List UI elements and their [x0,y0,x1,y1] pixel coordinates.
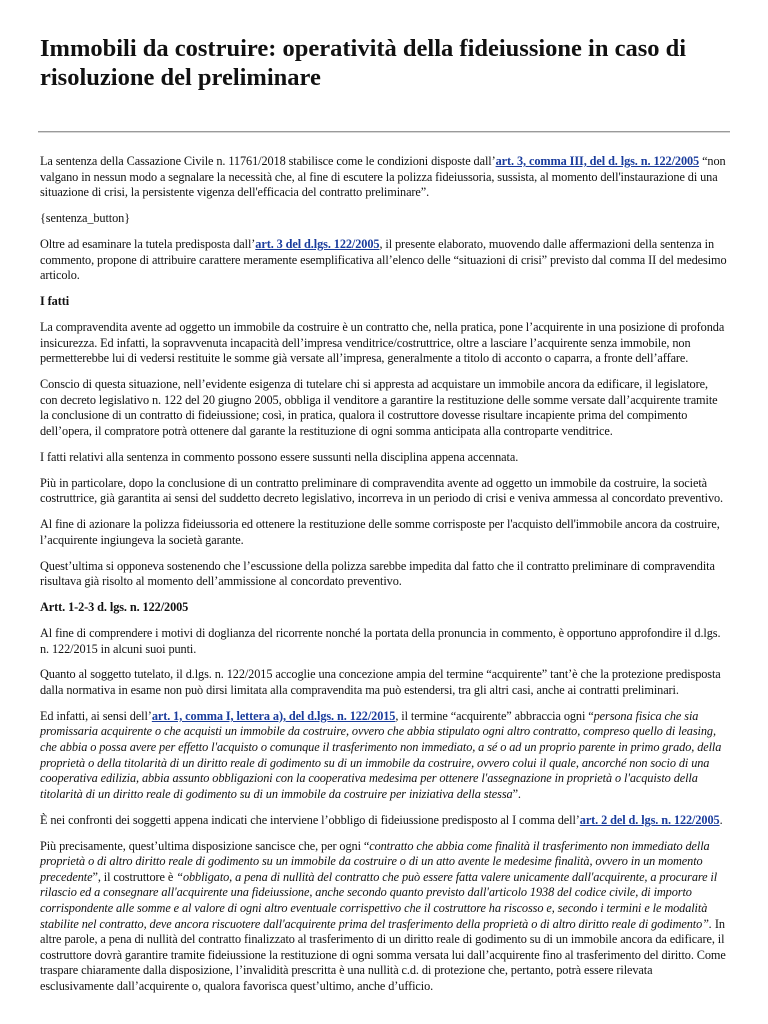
paragraph-obbligo [40,813,728,829]
law-link-art3-comma3[interactable]: art. 3, comma III, del d. lgs. n. 122/2005 [495,154,700,168]
paragraph-scope [40,237,728,284]
text: . [719,812,723,827]
text: ”. [512,786,521,801]
law-link-art2[interactable]: art. 2 del d. lgs. n. 122/2005 [579,812,720,827]
text: In altre parole, a pena di nullità del contratto finalizzato al trasferimento di un diritto reale di godimento su di un immobile ancora da edificare, il costruttore dovrà garantire tramite fideiussione la restituzione di ogni somma versata lui dall’acquirente fino al trasferimento del diritto. Come traspare chiaramente dalla disposizione, l’invalidità prescritta è una nullità c.d. di protezione che, pertanto, potrà essere rilevata esclusivamente dall’acquirente o, qualora favorisca quest’ultimo, anche d’ufficio. [40,916,726,993]
quoted-text: persona fisica che sia promissaria acquirente o che acquisti un immobile da costruire, ovvero che abbia stipulato ogni altro contratto, compreso quello di leasing, che abbia o possa avere per effetto l'acquisto o comunque il trasferimento non immediato, a sé o ad un proprio parente in primo grado, della proprietà o della titolarità di un diritto reale di godimento su di un immobile da costruire, ovvero colui il quale, ancorché non socio di una cooperativa edilizia, abbia assunto obbligazioni con la cooperativa medesima per ottenere l'assegnazione in proprietà o l'acquisto della titolarità di un diritto reale di godimento su di un immobile da costruire per iniziativa della stessa [40,708,722,801]
law-link-art1[interactable]: art. 1, comma I, lettera a), del d.lgs. n. 122/2015 [151,708,396,723]
paragraph: Al fine di azionare la polizza fideiussoria ed ottenere la restituzione delle somme corrisposte per l'acquisto dell'immobile ancora da costruire, l’acquirente ingiungeva la società garante. [40,517,720,547]
text: Ed infatti, ai sensi dell’ [40,708,152,723]
text: “non valgano in nessun modo a segnalare la necessità che, al fine di escutere la polizza fideiussoria, sussista, al momento dell'instaurazione di una situazione di crisi, la persistente vigenza dell'efficacia del contratto preliminare”. [40,154,726,200]
quoted-text: “obbligato, a pena di nullità del contratto che può essere fatta valere unicamente dall'acquirente, a procurare il rilascio ed a consegnare all'acquirente una fideiussione, anche secondo quanto previsto dall'articolo 1938 del codice civile, di importo corrispondente alle somme e al valore di ogni altro eventuale corrispettivo che il costruttore ha riscosso e, secondo i termini e le modalità stabilite nel contratto, deve ancora riscuotere dall'acquirente prima del trasferimento della proprietà o di altro diritto reale di godimento”. [40,869,718,931]
section-heading-fatti: I fatti [40,294,70,309]
text: Oltre ad esaminare la tutela predisposta dall’ [40,236,256,251]
paragraph-acquirente [40,709,728,803]
sentenza-button-placeholder: {sentenza_button} [40,211,131,226]
text: Più precisamente, quest’ultima disposizione sancisce che, per ogni “ [40,838,370,853]
paragraph: Quanto al soggetto tutelato, il d.lgs. n. 122/2015 accoglie una concezione ampia del termine “acquirente” tant’è che la protezione predisposta dalla normativa in esame non può dirsi limitata alla compravendita ma può estendersi, tra gli altri casi, anche ai contratti preliminari. [40,667,721,697]
text: La sentenza della Cassazione Civile n. 11761/2018 stabilisce come le condizioni disposte dall’ [40,154,496,168]
paragraph: La compravendita avente ad oggetto un immobile da costruire è un contratto che, nella pratica, pone l’acquirente in una posizione di profonda insicurezza. Ed infatti, la sopravvenuta incapacità dell’impresa venditrice/costruttrice, oltre a lasciare l’acquirente senza immobile, non permetterebbe lui di vedersi restituite le somme già versate all’impresa, generalmente a titolo di acconto o caparra, a fronte dell’affare. [40,319,725,366]
page-title: Immobili da costruire: operatività della fideiussione in caso di risoluzione del preliminare [40,35,687,91]
paragraph: Quest’ultima si opponeva sostenendo che l’escussione della polizza sarebbe impedita dal fatto che il contratto preliminare di compravendita risultava già risolto al momento dell’ammissione al concordato preventivo. [40,558,715,589]
text: , il presente elaborato, muovendo dalle affermazioni della sentenza in commento, propone di attribuire carattere meramente esemplificativa all’elenco delle “situazioni di crisi” previsto dal comma II del medesimo articolo. [40,236,727,283]
section-heading-artt: Artt. 1-2-3 d. lgs. n. 122/2005 [40,600,189,615]
text: ”, il costruttore è [92,869,177,884]
paragraph-disposizione [40,839,728,995]
text: È nei confronti dei soggetti appena indicati che interviene l’obbligo di fideiussione predisposto al I comma dell’ [40,812,580,827]
paragraph: I fatti relativi alla sentenza in commento possono essere sussunti nella disciplina appena accennata. [40,449,519,464]
quoted-text: contratto che abbia come finalità il trasferimento non immediato della proprietà o di altro diritto reale di godimento su un immobile da costruire o di un atto avente le medesime finalità, ovvero in un momento precedente [40,838,710,884]
article-body [40,154,728,1005]
paragraph: Conscio di questa situazione, nell’evidente esigenza di tutelare chi si appresta ad acquistare un immobile ancora da edificare, il legislatore, con decreto legislativo n. 122 del 20 giugno 2005, obbliga il venditore a garantire la restituzione delle somme versate dall’acquirente tramite la conclusione di un contratto di fideiussione; così, in pratica, qualora il costruttore dovesse risultare incapiente prima del compimento dell’opera, il compratore potrà ottenere dal garante la restituzione di ogni somma anticipata alla controparte venditrice. [40,377,718,438]
paragraph: Al fine di comprendere i motivi di doglianza del ricorrente nonché la portata della pronuncia in commento, è opportuno approfondire il d.lgs. n. 122/2015 in alcuni suoi punti. [40,625,721,656]
title-divider [38,131,730,133]
law-link-art3[interactable]: art. 3 del d.lgs. 122/2005 [255,236,380,251]
paragraph-intro [40,154,728,201]
text: , il termine “acquirente” abbraccia ogni “ [395,708,594,723]
paragraph: Più in particolare, dopo la conclusione di un contratto preliminare di compravendita avente ad oggetto un immobile da costruire, la società costruttrice, già garantita ai sensi del suddetto decreto legislativo, incorreva in un periodo di crisi e veniva ammessa al concordato preventivo. [40,475,724,506]
